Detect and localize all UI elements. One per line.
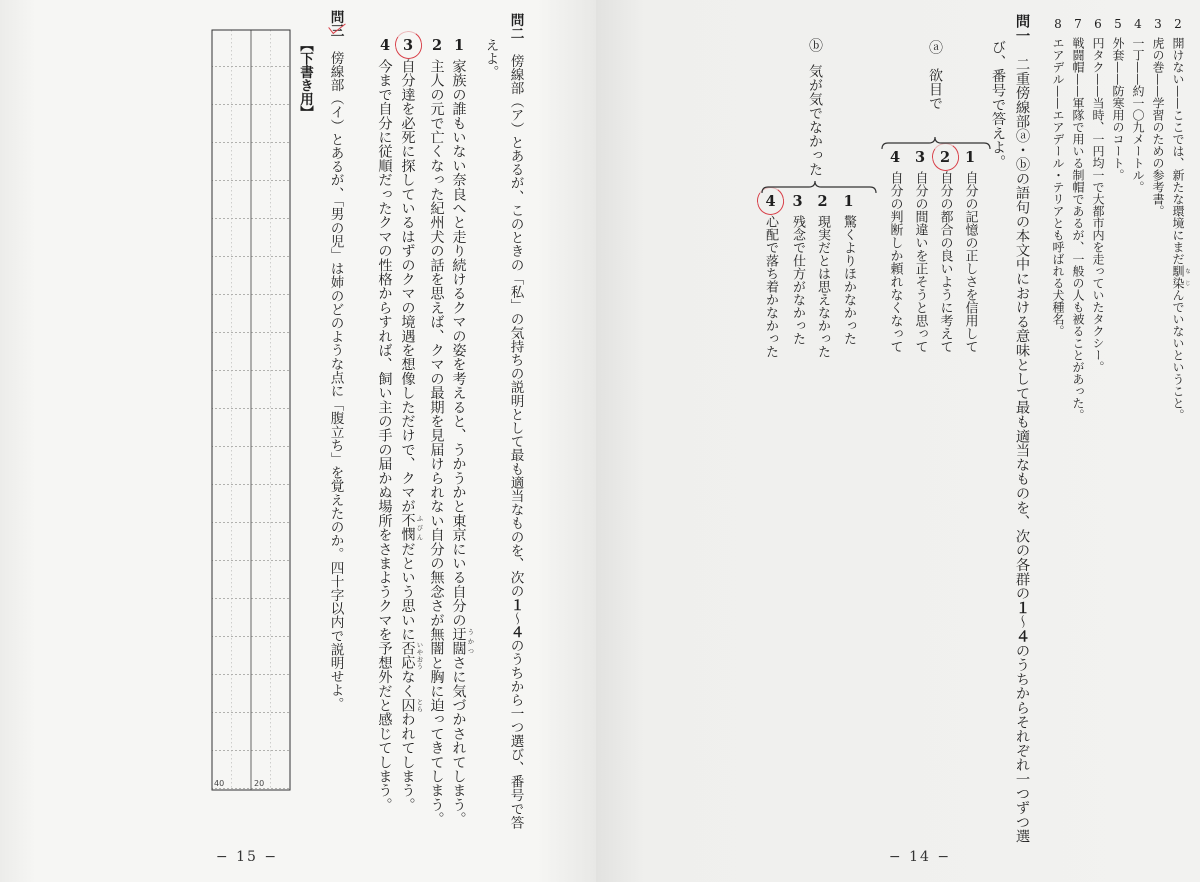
option-text: 現実だとは思えなかった xyxy=(815,215,830,359)
question-3 xyxy=(323,10,348,750)
question-1-prompt: 二重傍線部ⓐ・ⓑの語句の本文中における意味として最も適当なものを、次の各群の１〜４のうちからそれぞれ一つずつ選び、番号で答えよ。 xyxy=(990,40,1030,844)
option-number: 2 xyxy=(431,38,443,53)
grid-label-20: 20 xyxy=(254,779,265,788)
footnote-text: 戦闘帽——軍隊で用いる制帽であるが、一般の人も被ることがあった。 xyxy=(1071,37,1085,422)
grid-label-40: 40 xyxy=(214,779,225,788)
footnote-text: エアデル——エアデール・テリアとも呼ばれる犬種名。 xyxy=(1051,37,1065,338)
option-text: 自分の判断しか頼れなくなって xyxy=(887,171,903,354)
footnote-text: 外套——防寒用のコート。 xyxy=(1111,37,1125,182)
ruby-word: 馴染 なじ xyxy=(1171,265,1190,290)
option-q2-3 xyxy=(399,38,424,850)
option-q2-4 xyxy=(373,38,398,850)
footnote-number: 8 xyxy=(1054,18,1062,30)
group-a-phrase: 欲目で xyxy=(927,68,943,110)
footnote-number: 6 xyxy=(1094,18,1102,30)
option-text: 驚くよりほかなかった xyxy=(841,215,856,346)
ruby-word: 囚 とら xyxy=(399,698,424,713)
footnote-item xyxy=(1048,18,1068,458)
footnote-text: 一丁——約一〇九メートル。 xyxy=(1131,37,1145,194)
footnote-item xyxy=(1148,18,1168,458)
option-a-3 xyxy=(908,150,933,410)
answer-grid xyxy=(211,29,293,793)
footnote-number: 7 xyxy=(1074,18,1082,30)
group-b-phrase: 気が気でなかった xyxy=(807,64,823,176)
option-number: 4 xyxy=(889,150,901,165)
footnote-item xyxy=(1108,18,1128,458)
footnote-item xyxy=(1088,18,1108,458)
emphasis-number: １ xyxy=(1014,600,1030,615)
question-2-prompt: 傍線部（ア）とあるが、このときの「私」の気持ちの説明として最も適当なものを、次の１〜４のうちから一つ選び、番号で答えよ。 xyxy=(482,38,524,830)
footnote-number: 2 xyxy=(1174,18,1182,30)
option-text: 残念で仕方がなかった xyxy=(790,215,805,346)
emphasis-number: １ xyxy=(507,597,524,612)
group-b-marker: ⓑ xyxy=(807,38,823,52)
option-number: 4 xyxy=(379,38,391,53)
option-q2-1 xyxy=(450,38,475,850)
option-b-2 xyxy=(809,194,835,434)
ruby-word: 迂闊 うかつ xyxy=(450,627,475,656)
option-number: 2 xyxy=(937,150,954,165)
option-number: 3 xyxy=(914,150,926,165)
option-text: 自分の記憶の正しさを信用して xyxy=(962,171,978,354)
emphasis-number: ４ xyxy=(1014,628,1030,644)
option-number: 4 xyxy=(762,194,779,209)
option-b-3 xyxy=(784,194,810,434)
ruby-word: 不憫 ふびん xyxy=(399,513,424,542)
footnote-number: 3 xyxy=(1154,18,1162,30)
option-text: 心配で落ち着かなかった xyxy=(763,215,778,359)
option-number: 3 xyxy=(400,38,417,53)
question-2 xyxy=(478,13,528,835)
option-text: 自分達を必死に探しているはずのクマの境遇を想像しただけで、クマが不憫 ふびんだという思いに否応 いやおうなく囚 とらわれてしまう。 xyxy=(399,59,424,812)
footnote-text: 開けない——ここでは、新たな環境にまだ馴染 なじんでいないということ。 xyxy=(1171,37,1190,422)
footnote-number: 4 xyxy=(1134,18,1142,30)
page-number-right: − 14 − xyxy=(888,849,952,865)
option-a-1 xyxy=(958,150,983,410)
option-number: 1 xyxy=(964,150,976,165)
option-a-4 xyxy=(883,150,908,410)
question-1 xyxy=(986,14,1034,848)
option-number: 3 xyxy=(792,194,803,209)
footnotes xyxy=(1050,18,1190,458)
option-number: 1 xyxy=(843,194,854,209)
question-1-heading: 問一 xyxy=(1014,14,1030,43)
option-text: 今まで自分に従順だったクマの性格からすれば、飼い主の手の届かぬ場所をさまようクマを予想外だと感じてしまう。 xyxy=(376,59,393,812)
option-text: 主人の元で亡くなった紀州犬の話を思えば、クマの最期を見届けられない自分の無念さが無闇と胸に迫ってきてしまう。 xyxy=(428,59,445,826)
option-a-2 xyxy=(933,150,958,410)
option-number: 2 xyxy=(817,194,828,209)
option-b-1 xyxy=(835,194,861,434)
footnote-text: 円タク——当時、一円均一で大都市内を走っていたタクシー。 xyxy=(1091,37,1105,374)
group-a-marker: ⓐ xyxy=(927,40,943,54)
ruby-word: 否応 いやおう xyxy=(399,641,424,670)
question-2-heading: 問二 xyxy=(507,13,524,41)
question-3-prompt: 傍線部（イ）とあるが、「男の児」は姉のどのような点に「腹立ち」を覚えたのか。四十字以内で説明せよ。 xyxy=(327,37,344,711)
page-number-left: − 15 − xyxy=(215,849,279,865)
emphasis-number: ４ xyxy=(507,625,524,639)
option-q2-2 xyxy=(425,38,450,850)
draft-label: 【下書き用】 xyxy=(297,38,313,119)
option-number: 1 xyxy=(453,38,465,53)
option-b-4 xyxy=(757,194,783,434)
footnote-item xyxy=(1168,18,1190,458)
option-text: 自分の都合の良いように考えて xyxy=(937,171,953,354)
footnote-number: 5 xyxy=(1114,18,1122,30)
option-text: 家族の誰もいない奈良へと走り続けるクマの姿を考えると、うかうかと東京にいる自分の迂闊 うかつさに気づかされてしまう。 xyxy=(450,59,475,826)
question-3-heading: 問三 xyxy=(327,10,344,38)
footnote-text: 虎の巻——学習のための参考書。 xyxy=(1151,37,1165,218)
footnote-item xyxy=(1068,18,1088,458)
footnote-item xyxy=(1128,18,1148,458)
option-text: 自分の間違いを正そうと思って xyxy=(912,171,928,354)
